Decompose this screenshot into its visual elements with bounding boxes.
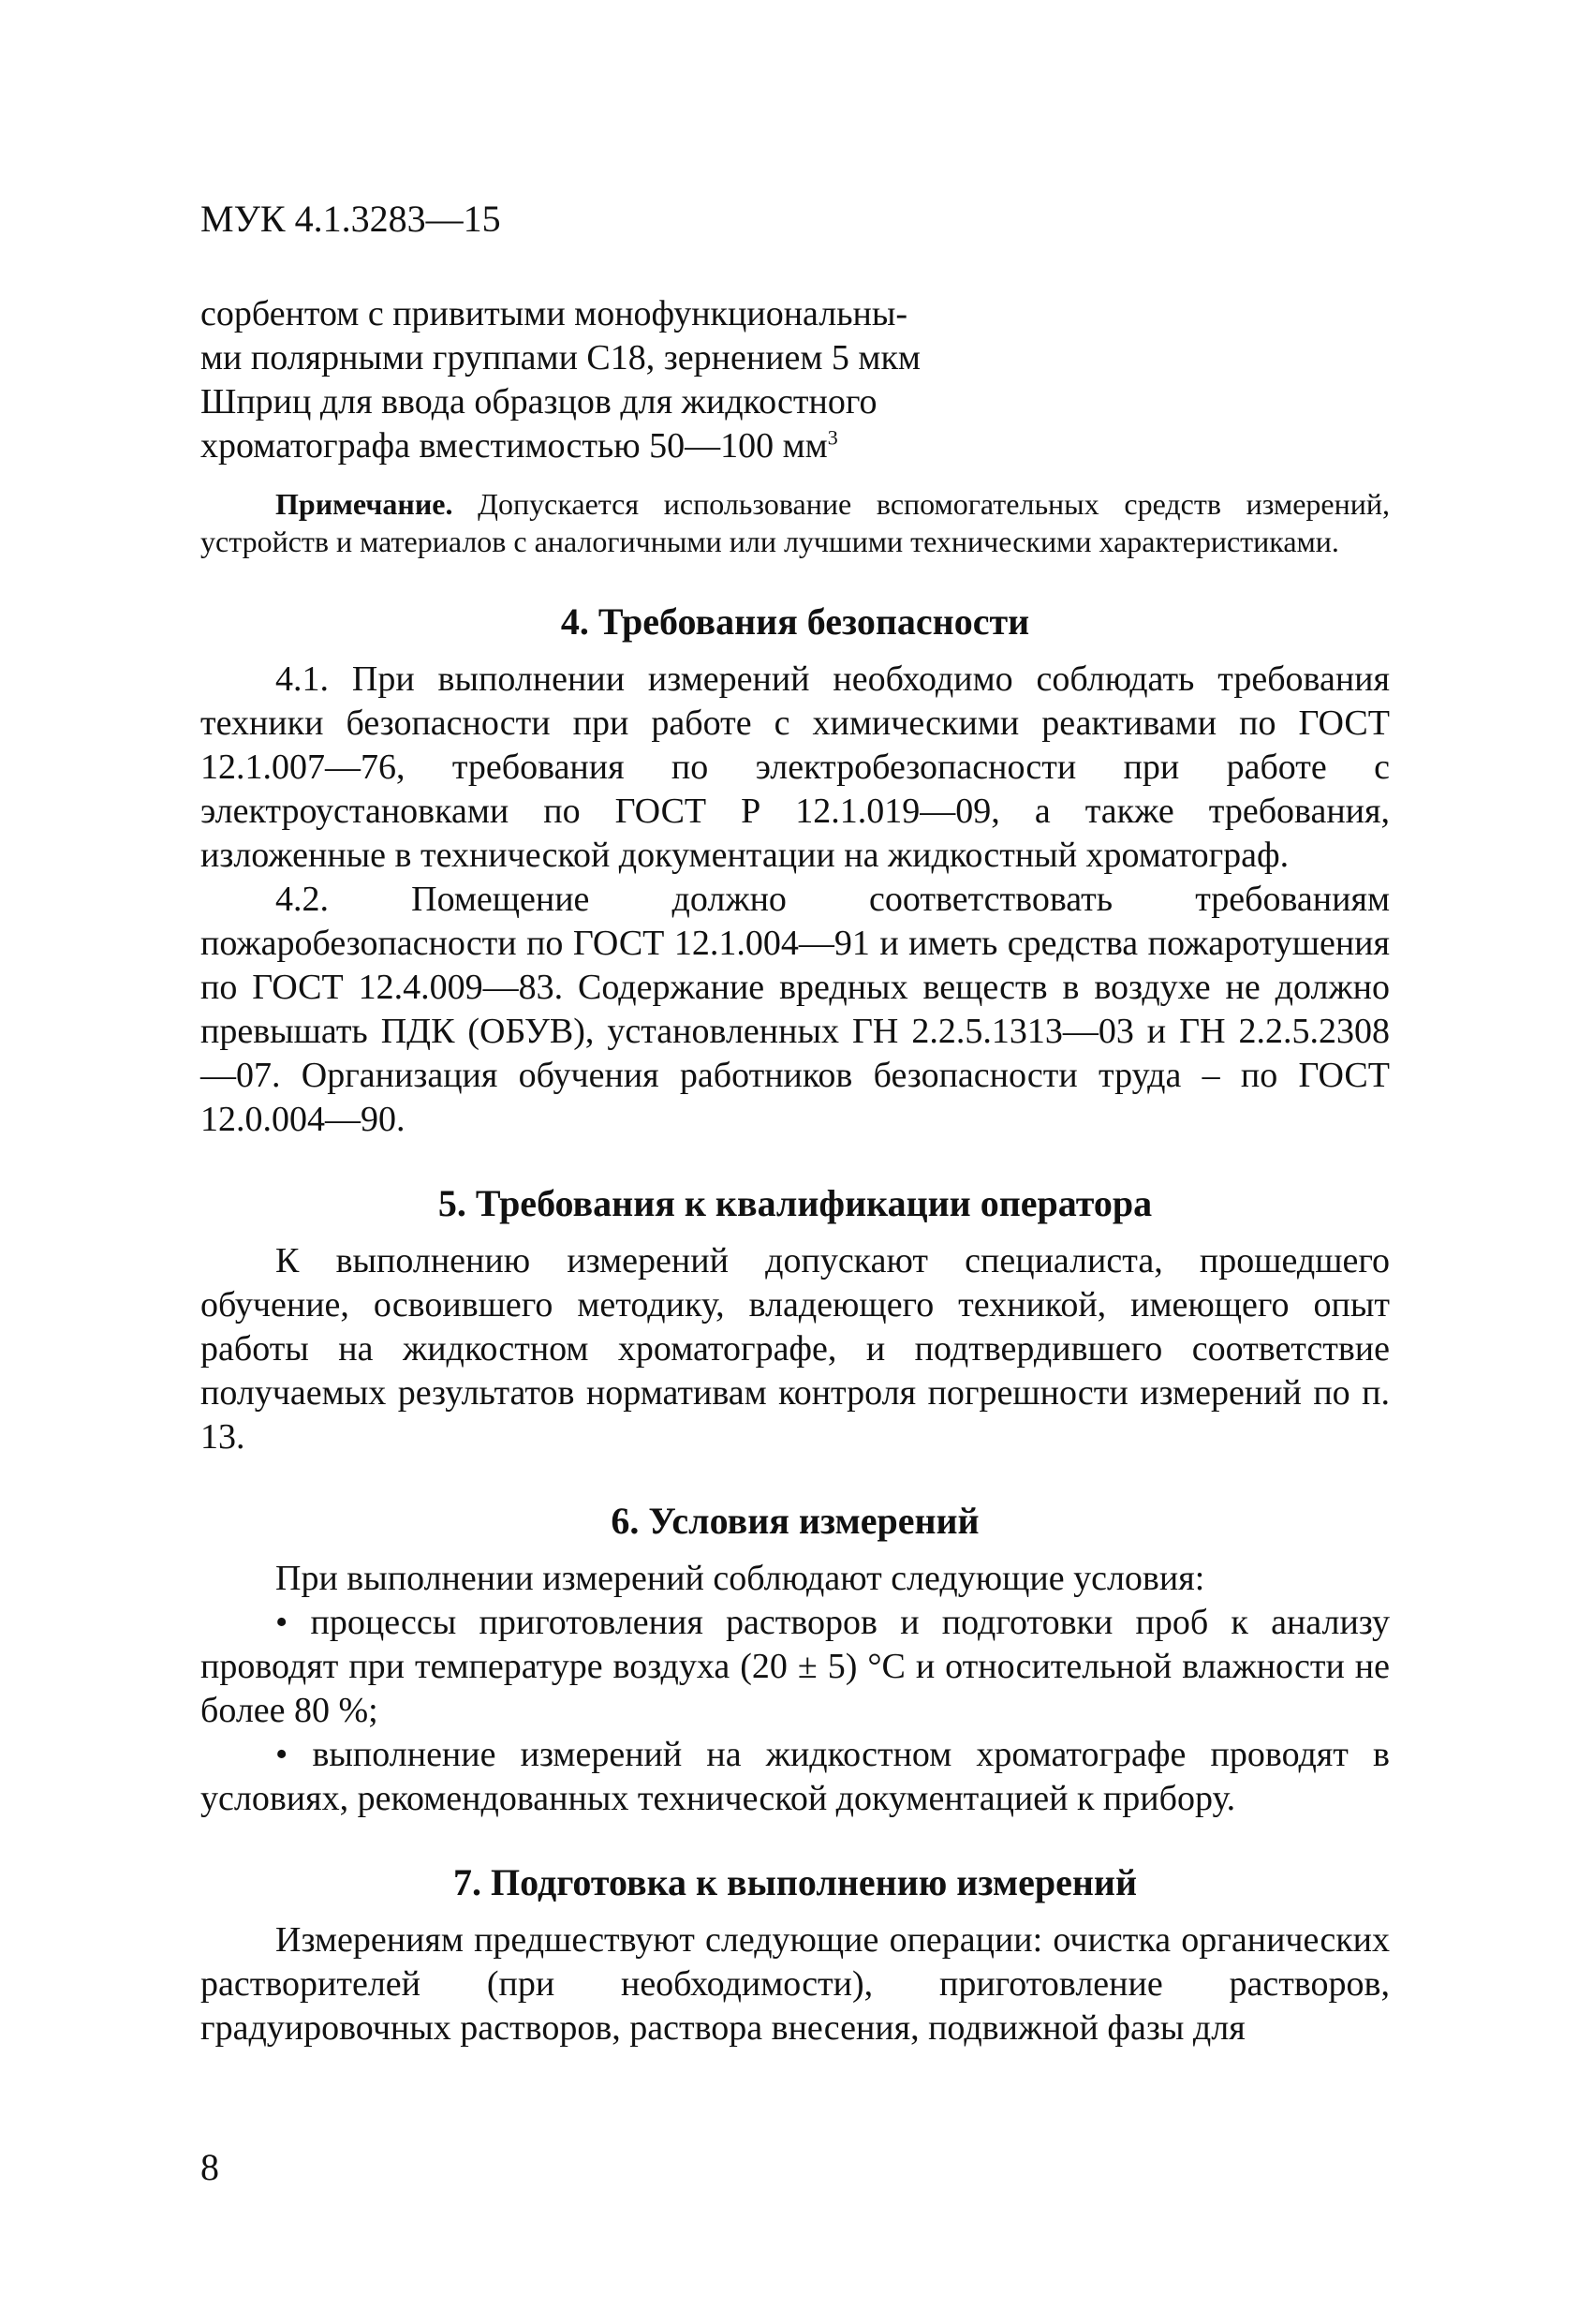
equipment-list xyxy=(200,292,1390,468)
equipment-line: ми полярными группами С18, зернением 5 мкм xyxy=(200,338,921,377)
note xyxy=(200,485,1390,560)
note-label: Примечание. xyxy=(275,487,453,521)
section-title: 5. Требования к квалификации оператора xyxy=(437,1182,1153,1224)
bullet-item: • процессы приготовления растворов и подготовки проб к анализу проводят при температуре воздуха (20 ± 5) °С и относительной влажности не более 80 %; xyxy=(200,1603,1390,1730)
page-content xyxy=(200,197,1390,2050)
equipment-line: Шприц для ввода образцов для жидкостного xyxy=(200,382,878,422)
bullet-item: • выполнение измерений на жидкостном хроматографе проводят в условиях, рекомендованных технической документацией к прибору. xyxy=(200,1735,1390,1818)
superscript: 3 xyxy=(827,425,838,450)
equipment-line: сорбентом с привитыми монофункциональны- xyxy=(200,294,908,333)
document-header: МУК 4.1.3283—15 xyxy=(200,198,501,240)
section-title: 6. Условия измерений xyxy=(611,1500,980,1542)
page-number: 8 xyxy=(200,2146,219,2188)
section-title: 7. Подготовка к выполнению измерений xyxy=(453,1861,1137,1903)
equipment-line-text: хроматографа вместимостью 50—100 мм xyxy=(200,426,828,466)
section-title: 4. Требования безопасности xyxy=(560,600,1030,643)
paragraph: 4.1. При выполнении измерений необходимо соблюдать требования техники безопасности при работе с химическими реактивами по ГОСТ 12.1.007—76, требования по электробезопасности при работе с электроустановками по ГОСТ Р 12.1.019—09, а также требования, изложенные в технической документации на жидкостный хроматограф. xyxy=(200,659,1390,875)
paragraph: Измерениям предшествуют следующие операции: очистка органических растворителей (при необходимости), приготовление растворов, градуировочных растворов, раствора внесения, подвижной фазы для xyxy=(200,1920,1390,2048)
paragraph: К выполнению измерений допускают специалиста, прошедшего обучение, освоившего методику, владеющего техникой, имеющего опыт работы на жидкостном хроматографе, и подтвердившего соответствие получаемых результатов нормативам контроля погрешности измерений по п. 13. xyxy=(200,1241,1390,1457)
equipment-line xyxy=(200,424,968,468)
paragraph: 4.2. Помещение должно соответствовать требованиям пожаробезопасности по ГОСТ 12.1.004—91 и иметь средства пожаротушения по ГОСТ 12.4.009—83. Содержание вредных веществ в воздухе не должно превышать ПДК (ОБУВ), установленных ГН 2.2.5.1313—03 и ГН 2.2.5.2308—07. Организация обучения работников безопасности труда – по ГОСТ 12.0.004—90. xyxy=(200,880,1390,1139)
paragraph: При выполнении измерений соблюдают следующие условия: xyxy=(275,1559,1205,1598)
note-text: Допускается использование вспомогательных средств измерений, устройств и материалов с аналогичными или лучшими техническими характеристиками. xyxy=(200,487,1390,558)
